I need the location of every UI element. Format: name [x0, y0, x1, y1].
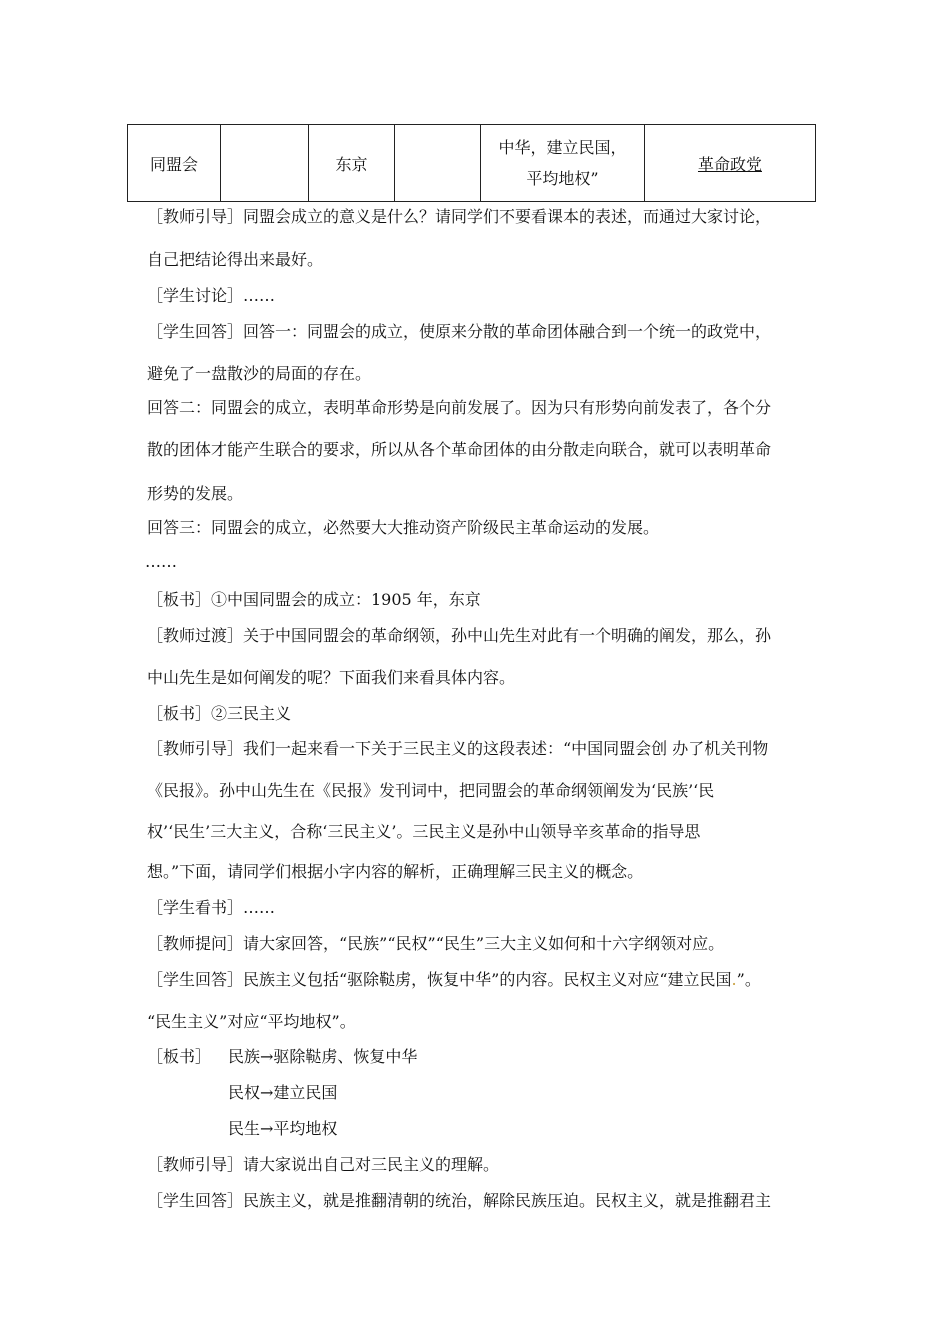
table-cell-program: [481, 125, 645, 202]
text-line: 回答二：同盟会的成立，表明革命形势是向前发展了。因为只有形势向前发表了，各个分: [147, 398, 772, 417]
program-line-1: 中华，建立民国，: [498, 138, 627, 157]
table-cell-empty: [221, 125, 309, 202]
text-line-main: ［学生回答］民族主义包括“驱除鞑虏，恢复中华”的内容。民权主义对应“建立民国: [147, 970, 732, 989]
nature-text: 革命政党: [697, 154, 762, 174]
text-line: 想。”下面，请同学们根据小字内容的解析，正确理解三民主义的概念。: [147, 862, 644, 881]
text-line-end: ”。: [736, 970, 761, 989]
text-line: 散的团体才能产生联合的要求，所以从各个革命团体的由分散走向联合，就可以表明革命: [147, 440, 772, 459]
text-line: 回答三：同盟会的成立，必然要大大推动资产阶级民主革命运动的发展。: [147, 518, 660, 537]
board-item: 民生→平均地权: [228, 1119, 338, 1138]
board-label: ［板书］: [147, 1047, 212, 1066]
text-line: [147, 970, 761, 990]
text-line: “民生主义”对应“平均地权”。: [147, 1012, 356, 1031]
text-line: 《民报》。孙中山先生在《民报》发刊词中，把同盟会的革命纲领阐发为‘民族’‘民: [147, 781, 715, 800]
text-line: ［板书］②三民主义: [147, 704, 292, 723]
table-cell-nature: [645, 125, 816, 202]
text-line: [147, 1047, 211, 1067]
text-line: ［教师提问］请大家回答，“民族”“民权”“民生”三大主义如何和十六字纲领对应。: [147, 934, 725, 953]
table-cell-place: 东京: [309, 125, 395, 202]
table-row: [128, 125, 816, 202]
table-cell-name: 同盟会: [128, 125, 221, 202]
board-item: 民权→建立民国: [228, 1083, 338, 1102]
text-line: 权’‘民生’三大主义，合称‘三民主义’。三民主义是孙中山领导辛亥革命的指导思: [147, 822, 701, 841]
text-line: ［板书］①中国同盟会的成立：1905 年，东京: [147, 590, 481, 609]
text-line: ［学生回答］回答一：同盟会的成立，使原来分散的革命团体融合到一个统一的政党中，: [147, 322, 772, 341]
text-mark: .: [731, 970, 737, 989]
text-line: ［教师引导］请大家说出自己对三民主义的理解。: [147, 1155, 500, 1174]
text-line: 避免了一盘散沙的局面的存在。: [147, 364, 372, 383]
text-line: 自己把结论得出来最好。: [147, 250, 324, 269]
text-line: ［学生回答］民族主义，就是推翻清朝的统治，解除民族压迫。民权主义，就是推翻君主: [147, 1191, 772, 1210]
board-item: 民族→驱除鞑虏、恢复中华: [228, 1047, 418, 1066]
text-line: 中山先生是如何阐发的呢？下面我们来看具体内容。: [147, 668, 516, 687]
program-line-2: 平均地权”: [526, 169, 599, 188]
text-line: ［学生看书］……: [147, 898, 276, 917]
text-line: ［教师过渡］关于中国同盟会的革命纲领，孙中山先生对此有一个明确的阐发，那么，孙: [147, 626, 772, 645]
text-line: ［教师引导］我们一起来看一下关于三民主义的这段表述：“中国同盟会创 办了机关刊物: [147, 739, 769, 758]
table-cell-empty: [395, 125, 481, 202]
text-line: ……: [145, 552, 177, 571]
organization-table: [127, 124, 816, 202]
text-line: ［学生讨论］……: [147, 286, 276, 305]
text-line: 形势的发展。: [147, 484, 244, 503]
text-line: ［教师引导］同盟会成立的意义是什么？请同学们不要看课本的表述，而通过大家讨论，: [147, 207, 772, 226]
